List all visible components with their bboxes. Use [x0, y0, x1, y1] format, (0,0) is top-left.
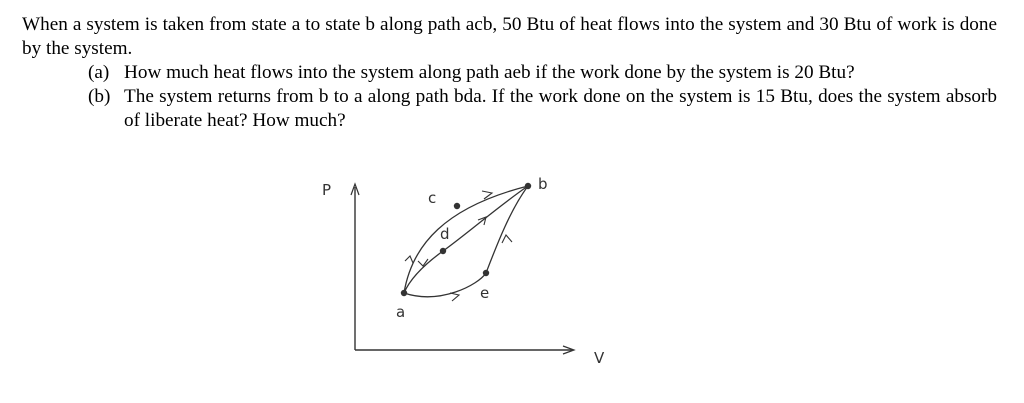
part-a-label: (a) [88, 62, 110, 83]
state-point-b [525, 183, 531, 189]
path-acb-arrow-1-icon [405, 256, 413, 263]
part-a [22, 61, 997, 85]
problem-statement [22, 13, 997, 133]
path-aeb [404, 186, 528, 297]
problem-intro: When a system is taken from state a to state b along path acb, 50 Btu of heat flows into the system and 30 Btu of work is done by the system. [22, 14, 997, 59]
path-aeb-arrow-2-icon [502, 235, 512, 243]
part-a-text: How much heat flows into the system along path aeb if the work done by the system is 20 Btu? [124, 62, 855, 83]
point-label-d: d [440, 225, 450, 243]
point-label-c: c [428, 189, 437, 207]
part-b-text: The system returns from b to a along path bda. If the work done on the system is 15 Btu, does the system absorb of liberate heat? How much? [124, 86, 997, 131]
part-b [22, 85, 997, 133]
state-point-a [401, 290, 407, 296]
pressure-axis-label: P [322, 181, 332, 199]
point-label-a: a [396, 303, 406, 321]
volume-axis-label: V [594, 349, 605, 367]
state-point-e [483, 270, 489, 276]
state-point-d [440, 248, 446, 254]
pv-diagram [300, 165, 640, 385]
problem-parts [22, 61, 997, 133]
point-label-e: e [480, 284, 490, 302]
pv-diagram-svg [300, 165, 640, 385]
point-label-b: b [538, 175, 548, 193]
part-b-label: (b) [88, 86, 111, 107]
state-point-c [454, 203, 460, 209]
path-aeb-arrow-1-icon [450, 293, 459, 301]
